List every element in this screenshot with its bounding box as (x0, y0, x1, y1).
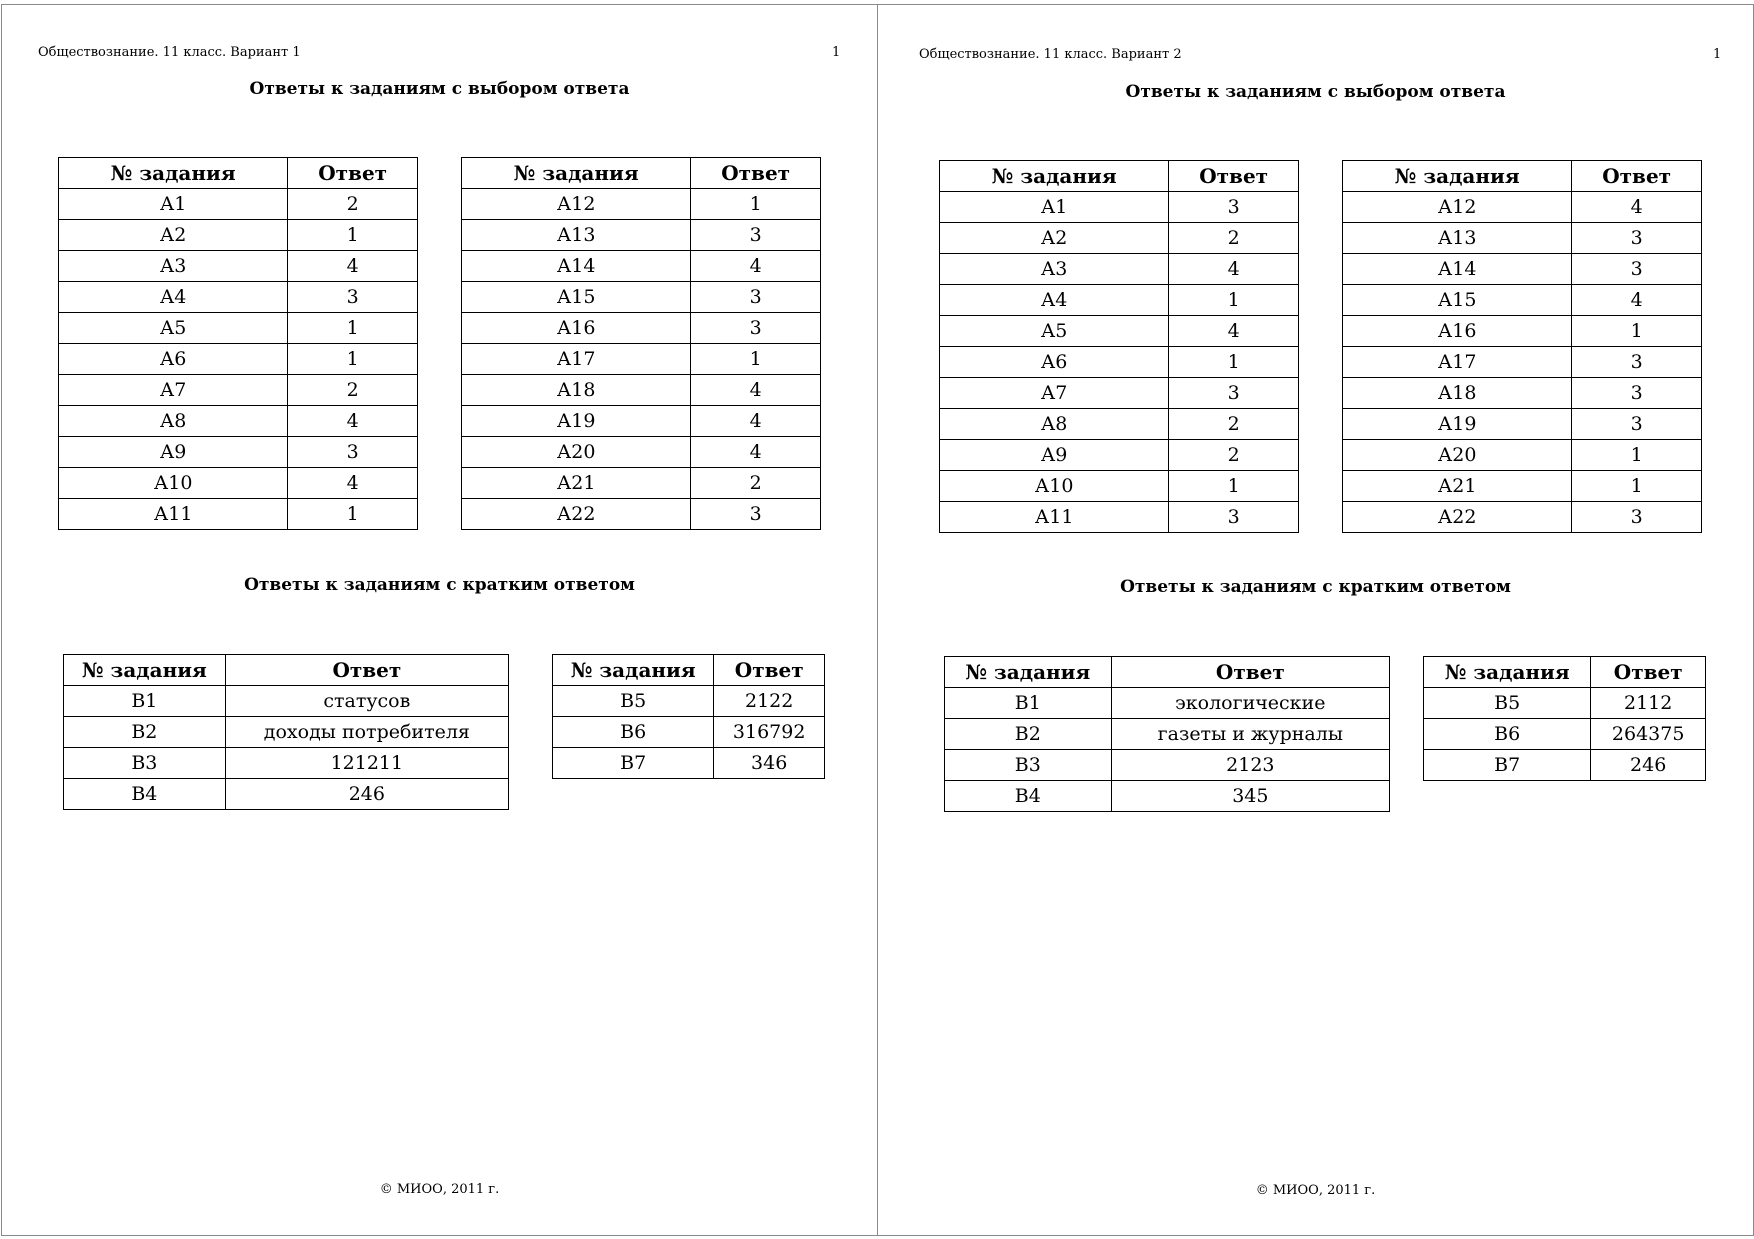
answer-cell: 3 (691, 313, 821, 344)
table-row (59, 220, 418, 251)
task-number-cell: А11 (940, 502, 1169, 533)
task-number-cell: А5 (59, 313, 288, 344)
table-row (1424, 750, 1706, 781)
table-body (59, 189, 418, 530)
task-number-cell: В6 (553, 717, 714, 748)
task-number-cell: А11 (59, 499, 288, 530)
task-number-cell: В1 (64, 686, 226, 717)
answer-cell: 3 (1169, 502, 1299, 533)
table-row (64, 748, 509, 779)
answer-cell: 2 (1169, 440, 1299, 471)
table-row (64, 686, 509, 717)
task-number-cell: А13 (462, 220, 691, 251)
task-number-cell: А17 (1343, 347, 1572, 378)
task-number-cell: А15 (1343, 285, 1572, 316)
answer-cell: 1 (1169, 347, 1299, 378)
header-answer: Ответ (1169, 161, 1299, 192)
table-row (940, 378, 1299, 409)
task-number-cell: А20 (1343, 440, 1572, 471)
task-number-cell: А8 (940, 409, 1169, 440)
answers-table-a-part1 (58, 157, 418, 530)
task-number-cell: А8 (59, 406, 288, 437)
task-number-cell: А7 (59, 375, 288, 406)
task-number-cell: А16 (462, 313, 691, 344)
header-task-number: № задания (1343, 161, 1572, 192)
header-answer: Ответ (691, 158, 821, 189)
task-number-cell: А6 (59, 344, 288, 375)
task-number-cell: А6 (940, 347, 1169, 378)
table-row (940, 471, 1299, 502)
answer-cell: 316792 (714, 717, 825, 748)
answer-cell: 4 (1572, 192, 1702, 223)
answer-cell: 4 (288, 468, 418, 499)
answer-cell: 1 (1572, 316, 1702, 347)
answers-table-b-part2 (1423, 656, 1706, 781)
page-number: 1 (1713, 47, 1722, 62)
table-row (1424, 719, 1706, 750)
answer-cell: 2122 (714, 686, 825, 717)
task-number-cell: А20 (462, 437, 691, 468)
answer-cell: 2 (1169, 409, 1299, 440)
header-answer: Ответ (714, 655, 825, 686)
table-row (1343, 223, 1702, 254)
task-number-cell: А19 (1343, 409, 1572, 440)
task-number-cell: А17 (462, 344, 691, 375)
table-row (940, 285, 1299, 316)
task-number-cell: В5 (553, 686, 714, 717)
table-row (1343, 285, 1702, 316)
task-number-cell: В2 (64, 717, 226, 748)
table-row (462, 251, 821, 282)
answer-cell: 1 (288, 344, 418, 375)
header-task-number: № задания (59, 158, 288, 189)
task-number-cell: В3 (64, 748, 226, 779)
task-number-cell: А15 (462, 282, 691, 313)
table-row (940, 254, 1299, 285)
answer-cell: 3 (288, 437, 418, 468)
table-row (940, 502, 1299, 533)
page-variant-2 (877, 4, 1754, 1236)
page-variant-1 (1, 4, 878, 1236)
header-answer: Ответ (225, 655, 508, 686)
table-row (940, 223, 1299, 254)
table-row (59, 189, 418, 220)
header-task-number: № задания (553, 655, 714, 686)
answer-cell: 121211 (225, 748, 508, 779)
task-number-cell: В7 (553, 748, 714, 779)
task-number-cell: А2 (940, 223, 1169, 254)
answer-cell: 2 (1169, 223, 1299, 254)
table-row (940, 440, 1299, 471)
copyright-footer: © МИОО, 2011 г. (1255, 1183, 1376, 1198)
table-row (940, 347, 1299, 378)
answers-table-a-part2 (1342, 160, 1702, 533)
table-header-row (1424, 657, 1706, 688)
answer-cell: 346 (714, 748, 825, 779)
copyright-footer: © МИОО, 2011 г. (379, 1182, 500, 1197)
task-number-cell: В2 (945, 719, 1112, 750)
task-number-cell: А18 (462, 375, 691, 406)
header-task-number: № задания (462, 158, 691, 189)
task-number-cell: В7 (1424, 750, 1591, 781)
answer-cell: 4 (1572, 285, 1702, 316)
task-number-cell: А1 (940, 192, 1169, 223)
answer-cell: 2 (691, 468, 821, 499)
answer-cell: 4 (1169, 316, 1299, 347)
header-answer: Ответ (1591, 657, 1706, 688)
answers-table-a-part1 (939, 160, 1299, 533)
table-body (945, 688, 1390, 812)
section-title-short-answer: Ответы к заданиям с кратким ответом (1120, 577, 1511, 597)
task-number-cell: А19 (462, 406, 691, 437)
task-number-cell: В3 (945, 750, 1112, 781)
answers-table-b-part2 (552, 654, 825, 779)
answer-cell: 246 (1591, 750, 1706, 781)
table-row (462, 375, 821, 406)
answer-cell: 3 (1572, 223, 1702, 254)
task-number-cell: В4 (945, 781, 1112, 812)
answer-cell: 1 (288, 313, 418, 344)
answers-table-b-part1 (63, 654, 509, 810)
table-row (945, 719, 1390, 750)
answers-table-a-part2 (461, 157, 821, 530)
table-row (64, 717, 509, 748)
task-number-cell: В1 (945, 688, 1112, 719)
table-row (1343, 471, 1702, 502)
task-number-cell: А21 (462, 468, 691, 499)
table-body (1343, 192, 1702, 533)
table-header-row (462, 158, 821, 189)
table-header-row (553, 655, 825, 686)
table-row (1343, 254, 1702, 285)
answer-cell: 1 (691, 344, 821, 375)
task-number-cell: А2 (59, 220, 288, 251)
table-header-row (940, 161, 1299, 192)
table-row (59, 375, 418, 406)
answer-cell: 2112 (1591, 688, 1706, 719)
answer-cell: 3 (1572, 409, 1702, 440)
table-row (462, 437, 821, 468)
table-row (1343, 378, 1702, 409)
table-row (1343, 440, 1702, 471)
header-task-number: № задания (945, 657, 1112, 688)
table-row (462, 189, 821, 220)
task-number-cell: А3 (940, 254, 1169, 285)
table-row (462, 220, 821, 251)
task-number-cell: А22 (1343, 502, 1572, 533)
section-title-multiple-choice: Ответы к заданиям с выбором ответа (1125, 82, 1506, 102)
table-row (1424, 688, 1706, 719)
answer-cell: 3 (691, 499, 821, 530)
task-number-cell: А10 (59, 468, 288, 499)
header-task-number: № задания (940, 161, 1169, 192)
table-body (1424, 688, 1706, 781)
table-row (553, 717, 825, 748)
answer-cell: 1 (288, 499, 418, 530)
task-number-cell: В5 (1424, 688, 1591, 719)
table-row (553, 748, 825, 779)
answer-cell: 1 (1169, 285, 1299, 316)
header-answer: Ответ (1572, 161, 1702, 192)
task-number-cell: В6 (1424, 719, 1591, 750)
answer-cell: 3 (1169, 378, 1299, 409)
table-row (462, 313, 821, 344)
answer-cell: 3 (1572, 347, 1702, 378)
table-row (59, 468, 418, 499)
table-row (59, 499, 418, 530)
task-number-cell: А9 (940, 440, 1169, 471)
table-row (945, 750, 1390, 781)
answer-cell: 4 (288, 406, 418, 437)
task-number-cell: А12 (462, 189, 691, 220)
answer-cell: 4 (691, 375, 821, 406)
answer-cell: 2 (288, 189, 418, 220)
answer-cell: 4 (691, 437, 821, 468)
answer-cell: 246 (225, 779, 508, 810)
task-number-cell: А9 (59, 437, 288, 468)
answer-cell: доходы потребителя (225, 717, 508, 748)
table-row (1343, 347, 1702, 378)
answer-cell: 2123 (1111, 750, 1389, 781)
table-row (940, 192, 1299, 223)
table-row (59, 344, 418, 375)
answer-cell: 1 (288, 220, 418, 251)
task-number-cell: А7 (940, 378, 1169, 409)
answer-cell: 3 (1169, 192, 1299, 223)
task-number-cell: А18 (1343, 378, 1572, 409)
table-header-row (64, 655, 509, 686)
task-number-cell: А16 (1343, 316, 1572, 347)
task-number-cell: А22 (462, 499, 691, 530)
table-body (64, 686, 509, 810)
header-task-number: № задания (64, 655, 226, 686)
page-number: 1 (832, 45, 841, 60)
task-number-cell: В4 (64, 779, 226, 810)
table-row (553, 686, 825, 717)
table-header-row (1343, 161, 1702, 192)
answer-cell: 3 (288, 282, 418, 313)
table-body (462, 189, 821, 530)
task-number-cell: А14 (462, 251, 691, 282)
answer-cell: 4 (288, 251, 418, 282)
answer-cell: 4 (691, 251, 821, 282)
table-body (940, 192, 1299, 533)
task-number-cell: А13 (1343, 223, 1572, 254)
task-number-cell: А1 (59, 189, 288, 220)
table-row (59, 437, 418, 468)
task-number-cell: А12 (1343, 192, 1572, 223)
table-header-row (59, 158, 418, 189)
answers-table-b-part1 (944, 656, 1390, 812)
table-row (59, 251, 418, 282)
answer-cell: 264375 (1591, 719, 1706, 750)
answer-cell: 1 (691, 189, 821, 220)
section-title-multiple-choice: Ответы к заданиям с выбором ответа (249, 79, 630, 99)
answer-cell: экологические (1111, 688, 1389, 719)
answer-cell: 3 (1572, 502, 1702, 533)
answer-cell: 3 (691, 220, 821, 251)
running-head: Обществознание. 11 класс. Вариант 2 (919, 47, 1182, 62)
table-row (462, 468, 821, 499)
table-row (462, 406, 821, 437)
header-answer: Ответ (288, 158, 418, 189)
answer-cell: 1 (1572, 440, 1702, 471)
section-title-short-answer: Ответы к заданиям с кратким ответом (244, 575, 635, 595)
running-head: Обществознание. 11 класс. Вариант 1 (38, 45, 301, 60)
header-answer: Ответ (1111, 657, 1389, 688)
table-row (940, 316, 1299, 347)
table-row (462, 344, 821, 375)
task-number-cell: А5 (940, 316, 1169, 347)
answer-cell: 3 (1572, 254, 1702, 285)
table-row (1343, 192, 1702, 223)
header-task-number: № задания (1424, 657, 1591, 688)
table-row (945, 688, 1390, 719)
table-row (59, 406, 418, 437)
answer-cell: 4 (691, 406, 821, 437)
answer-cell: 4 (1169, 254, 1299, 285)
table-body (553, 686, 825, 779)
table-row (59, 313, 418, 344)
answer-cell: 1 (1572, 471, 1702, 502)
answer-cell: 3 (691, 282, 821, 313)
task-number-cell: А14 (1343, 254, 1572, 285)
answer-cell: газеты и журналы (1111, 719, 1389, 750)
table-row (945, 781, 1390, 812)
table-header-row (945, 657, 1390, 688)
table-row (1343, 316, 1702, 347)
answer-cell: 2 (288, 375, 418, 406)
task-number-cell: А4 (940, 285, 1169, 316)
table-row (64, 779, 509, 810)
task-number-cell: А4 (59, 282, 288, 313)
answer-cell: 345 (1111, 781, 1389, 812)
task-number-cell: А21 (1343, 471, 1572, 502)
answer-cell: 1 (1169, 471, 1299, 502)
task-number-cell: А3 (59, 251, 288, 282)
table-row (59, 282, 418, 313)
table-row (1343, 502, 1702, 533)
table-row (940, 409, 1299, 440)
table-row (1343, 409, 1702, 440)
answer-cell: статусов (225, 686, 508, 717)
answer-cell: 3 (1572, 378, 1702, 409)
table-row (462, 499, 821, 530)
task-number-cell: А10 (940, 471, 1169, 502)
table-row (462, 282, 821, 313)
